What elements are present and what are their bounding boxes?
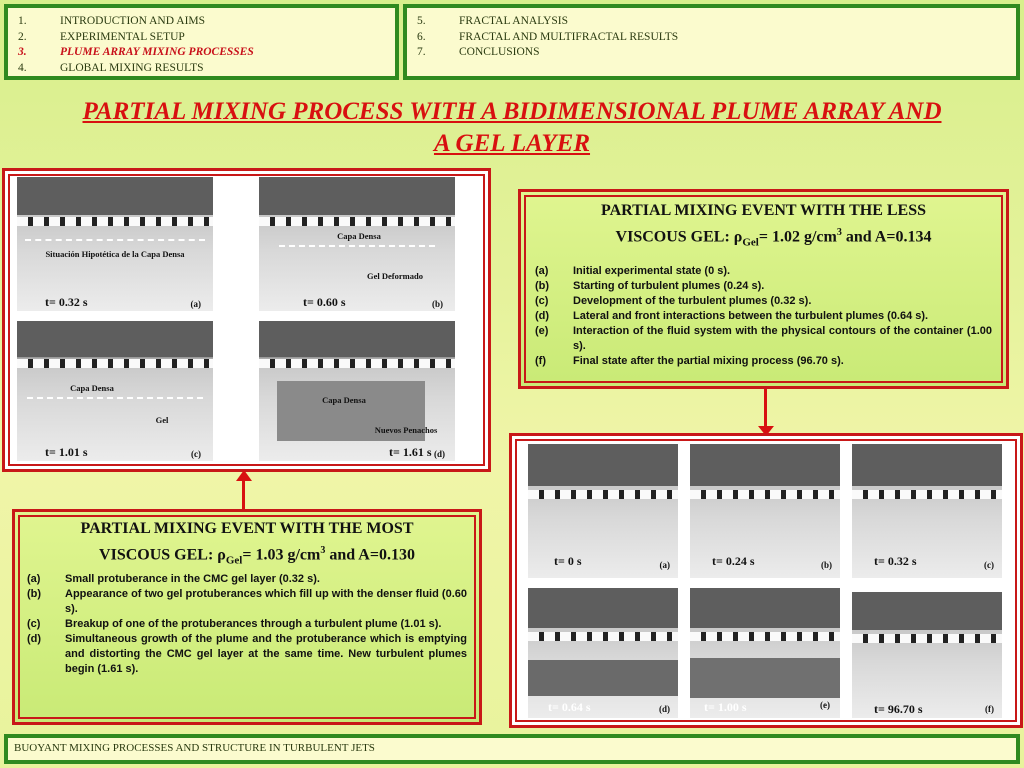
arrow-up: [242, 480, 245, 510]
left-panel-a: Situación Hipotética de la Capa Densa t= 0.32 s (a): [17, 177, 213, 311]
list-item: (d) Lateral and front interactions between the turbulent plumes (0.64 s).: [535, 309, 929, 322]
list-item: (e) Interaction of the fluid system with the physical contours of the container (1.00 s).: [535, 324, 992, 352]
panel-tag: (b): [432, 299, 443, 309]
nav-box-left: [4, 4, 399, 80]
right-panel-c: [852, 444, 1002, 578]
list-item: (c) Development of the turbulent plumes (0.32 s).: [535, 294, 812, 307]
panel-tag: (f): [985, 704, 994, 714]
right-panel-b: [690, 444, 840, 578]
page-title: [0, 96, 1024, 160]
nav-list-left: [8, 8, 395, 76]
nav-item-conclusions[interactable]: 7. CONCLUSIONS: [417, 46, 540, 58]
list-item: (b) Appearance of two gel protuberances which fill up with the denser fluid (0.60 s).: [27, 587, 467, 615]
nav-item-plume-array[interactable]: 3. PLUME ARRAY MIXING PROCESSES: [18, 46, 254, 58]
panel-tag: (c): [984, 560, 994, 570]
list-item: (a) Small protuberance in the CMC gel layer (0.32 s).: [27, 572, 320, 585]
left-panel-c: Capa Densa Gel t= 1.01 s (c): [17, 321, 213, 461]
left-panel-b: Capa Densa Gel Deformado t= 0.60 s (b): [259, 177, 455, 311]
right-panel-a: [528, 444, 678, 578]
time-label: t= 0.24 s: [712, 554, 755, 568]
panel-tag: (b): [821, 560, 832, 570]
most-viscous-heading: PARTIAL MIXING EVENT WITH THE MOST VISCOUS GEL: $\rho_{Gel}= 1.03$ $g/cm^3$ and A=0.130: [80, 520, 415, 567]
nav-item-multifractal[interactable]: 6. FRACTAL AND MULTIFRACTAL RESULTS: [417, 30, 679, 43]
footer-text: BUOYANT MIXING PROCESSES AND STRUCTURE IN TURBULENT JETS: [8, 738, 1016, 760]
time-label: t= 0 s: [554, 554, 582, 568]
nav-box-right: [403, 4, 1020, 80]
list-item: (c) Breakup of one of the protuberances through a turbulent plume (1.01 s).: [27, 617, 442, 630]
less-viscous-list: [535, 264, 992, 369]
panel-tag: (d): [434, 449, 445, 459]
arrow-down: [764, 389, 767, 431]
panel-tag: (a): [190, 299, 201, 309]
most-viscous-list: [27, 572, 467, 677]
title-line-2: A GEL LAYER: [433, 130, 591, 157]
left-image-frame: [2, 168, 491, 472]
nav-item-intro[interactable]: 1. INTRODUCTION AND AIMS: [18, 15, 206, 27]
list-item: (d) Simultaneous growth of the plume and the protuberance which is emptying and distorting the CMC gel layer at the same time. New turbulent plumes begin (1.61 s).: [27, 632, 467, 675]
left-panel-d: Capa Densa Nuevos Penachos t= 1.61 s (d): [259, 321, 455, 461]
right-panel-d: [528, 588, 678, 718]
time-label: t= 0.32 s: [874, 554, 917, 568]
list-item: (b) Starting of turbulent plumes (0.24 s).: [535, 279, 765, 292]
title-line-1: PARTIAL MIXING PROCESS WITH A BIDIMENSIONAL PLUME ARRAY AND: [82, 98, 942, 125]
nav-item-global-mixing[interactable]: 4. GLOBAL MIXING RESULTS: [18, 61, 204, 74]
nav-item-fractal[interactable]: 5. FRACTAL ANALYSIS: [417, 15, 569, 27]
panel-tag: (d): [659, 704, 670, 714]
time-label: t= 0.32 s: [45, 295, 88, 309]
footer-bar: [4, 734, 1020, 764]
panel-tag: (a): [659, 560, 670, 570]
time-label: t= 0.60 s: [303, 295, 346, 309]
most-viscous-box: [12, 509, 482, 725]
panel-tag: (c): [191, 449, 201, 459]
less-viscous-heading: PARTIAL MIXING EVENT WITH THE LESS VISCOUS GEL: $\rho_{Gel}= 1.02$ $g/cm^3$ and A=0.134: [600, 202, 932, 249]
time-label: t= 0.64 s: [548, 700, 591, 714]
time-label: t= 1.61 s: [389, 445, 432, 459]
nav-list-right: [407, 8, 1016, 61]
time-label: t= 1.00 s: [704, 700, 747, 714]
panel-tag: (e): [820, 700, 830, 710]
nav-item-setup[interactable]: 2. EXPERIMENTAL SETUP: [18, 30, 185, 43]
right-image-frame: [509, 433, 1023, 728]
arrow-up-head: [236, 470, 252, 481]
less-viscous-box: [518, 189, 1009, 389]
time-label: t= 96.70 s: [874, 702, 923, 716]
time-label: t= 1.01 s: [45, 445, 88, 459]
list-item: (a) Initial experimental state (0 s).: [535, 264, 731, 277]
right-panel-e: [690, 588, 840, 718]
right-panel-f: [852, 592, 1002, 718]
list-item: (f) Final state after the partial mixing process (96.70 s).: [535, 354, 844, 367]
